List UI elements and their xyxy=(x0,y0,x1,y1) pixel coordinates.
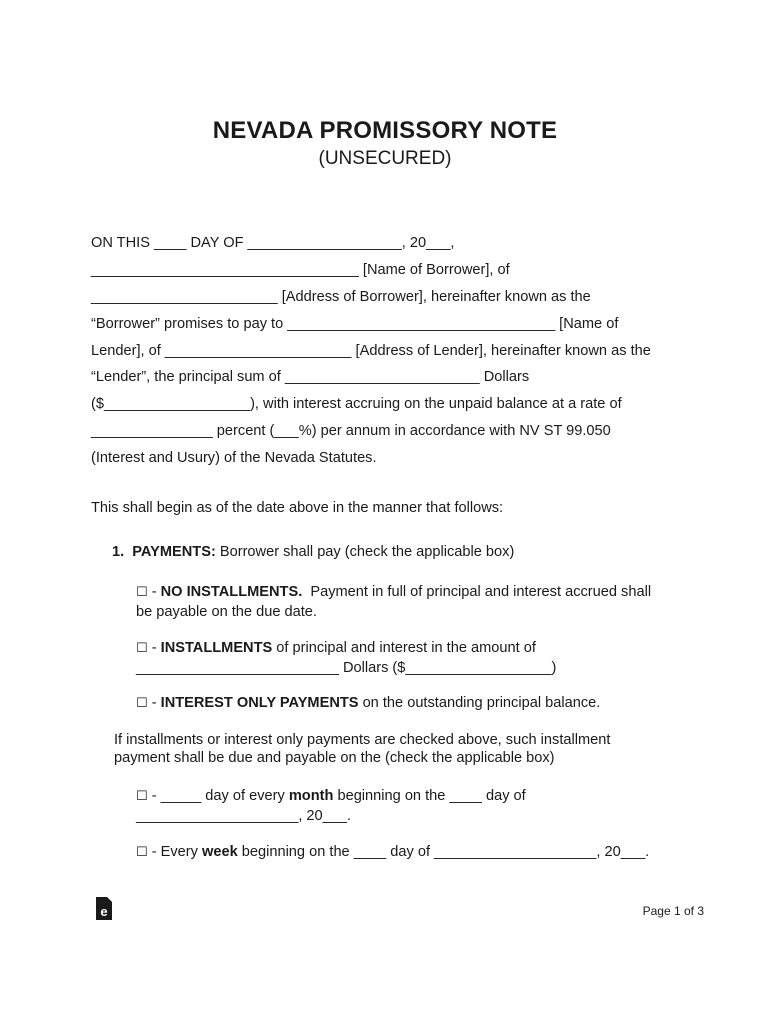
option-label: INTEREST ONLY PAYMENTS xyxy=(160,695,359,711)
checkbox-monthly[interactable]: ☐ xyxy=(136,789,148,804)
installment-note: If installments or interest only payments are checked above, such installment payment shall be due and payable on the (check the applicable box) xyxy=(114,732,611,766)
option-monthly: ☐ - _____ day of every month beginning on the ____ day of ____________________, 20___. xyxy=(136,788,526,824)
intro-line: ON THIS ____ DAY OF ___________________, 20___, xyxy=(91,235,455,251)
checkbox-installments[interactable]: ☐ xyxy=(136,641,148,656)
checkbox-weekly[interactable]: ☐ xyxy=(136,845,148,860)
intro-line: _________________________________ [Name of Borrower], of xyxy=(91,261,510,278)
intro-line: Lender], of _______________________ [Address of Lender], hereinafter known as the xyxy=(91,342,651,359)
option-no-installments: ☐ - NO INSTALLMENTS. Payment in full of principal and interest accrued shall be payable on the due date. xyxy=(136,584,652,620)
intro-line: ($__________________), with interest accruing on the unpaid balance at a rate of xyxy=(91,396,622,413)
page-number: Page 1 of 3 xyxy=(642,904,704,918)
option-label: month xyxy=(288,788,334,804)
checkbox-no-installments[interactable]: ☐ xyxy=(136,585,148,600)
option-weekly: ☐ - Every week beginning on the ____ day of ____________________, 20___. xyxy=(136,843,696,863)
eforms-logo-icon xyxy=(95,897,113,921)
intro-paragraph xyxy=(91,230,691,472)
option-installments: ☐ - INSTALLMENTS of principal and interest in the amount of _________________________ Dollars ($__________________) xyxy=(136,640,557,676)
document-subtitle: (UNSECURED) xyxy=(318,148,452,169)
begin-statement: This shall begin as of the date above in the manner that follows: xyxy=(91,500,504,516)
option-label: INSTALLMENTS xyxy=(160,640,273,656)
document-title: NEVADA PROMISSORY NOTE xyxy=(212,117,558,144)
section-heading-text: Borrower shall pay (check the applicable box) xyxy=(215,544,515,560)
section-heading-label: PAYMENTS: xyxy=(132,544,216,560)
option-interest-only: ☐ - INTEREST ONLY PAYMENTS on the outstanding principal balance. xyxy=(136,694,696,714)
option-label: NO INSTALLMENTS. xyxy=(160,584,303,600)
section-payments-heading xyxy=(112,544,514,560)
section-number: 1. xyxy=(112,544,125,560)
option-label: week xyxy=(201,844,238,860)
intro-line: _______________________ [Address of Borrower], hereinafter known as the xyxy=(91,288,591,305)
intro-line: _______________ percent (___%) per annum in accordance with NV ST 99.050 xyxy=(91,423,611,440)
intro-line: “Lender”, the principal sum of ________________________ Dollars xyxy=(91,369,530,386)
intro-line: (Interest and Usury) of the Nevada Statutes. xyxy=(91,450,377,467)
svg-text:e: e xyxy=(100,904,108,919)
checkbox-interest-only[interactable]: ☐ xyxy=(136,696,148,711)
intro-line: “Borrower” promises to pay to _________________________________ [Name of xyxy=(91,315,619,332)
